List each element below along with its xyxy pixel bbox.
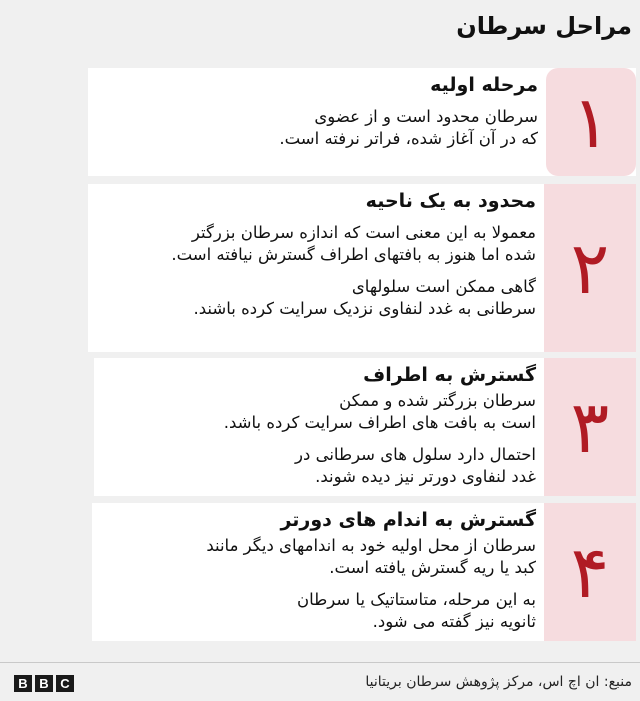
stage-body-1	[88, 68, 538, 160]
stage-text-line: سرطان بزرگتر شده و ممکن	[339, 391, 536, 410]
stage-text-line: ثانویه نیز گفته می شود.	[372, 612, 536, 631]
stage-text-line: معمولا به این معنی است که اندازه سرطان بزرگتر	[191, 223, 536, 242]
stage-heading-2: محدود به یک ناحیه	[365, 190, 536, 212]
bbc-logo-block: C	[56, 675, 74, 692]
stage-text-line: سرطان محدود است و از عضوی	[314, 107, 538, 126]
footer-divider	[0, 662, 640, 663]
page-title: مراحل سرطان	[456, 12, 632, 40]
source-credit: منبع: ان اچ اس، مرکز پژوهش سرطان بریتانیا	[365, 674, 632, 690]
stage-card-1	[88, 68, 636, 176]
stage-paragraph	[92, 276, 536, 320]
stage-number-4: ۴	[544, 503, 636, 641]
stage-text-line: سرطانی به غدد لنفاوی نزدیک سرایت کرده باشند.	[193, 299, 536, 318]
bbc-logo	[14, 675, 74, 692]
stage-text-line: به این مرحله، متاستاتیک یا سرطان	[296, 590, 536, 609]
bbc-logo-block: B	[35, 675, 53, 692]
stage-text-line: کبد یا ریه گسترش یافته است.	[329, 558, 536, 577]
stage-text-line: شده اما هنوز به بافتهای اطراف گسترش نیافته است.	[171, 245, 536, 264]
stage-paragraph	[92, 106, 538, 150]
stage-paragraph	[98, 444, 536, 488]
stage-body-2	[88, 184, 536, 330]
stage-text-line: گاهی ممکن است سلولهای	[351, 277, 536, 296]
stage-body-3	[94, 358, 536, 498]
stage-text-line: است به بافت های اطراف سرایت کرده باشد.	[223, 413, 536, 432]
stage-card-4	[92, 503, 544, 641]
bbc-logo-block: B	[14, 675, 32, 692]
stage-text-line: احتمال دارد سلول های سرطانی در	[295, 445, 536, 464]
stage-number-1: ۱	[546, 68, 636, 176]
stage-card-3	[94, 358, 544, 496]
stage-text-line: که در آن آغاز شده، فراتر نرفته است.	[279, 129, 538, 148]
stage-heading-1: مرحله اولیه	[430, 74, 538, 96]
stage-paragraph	[92, 222, 536, 266]
stage-card-2	[88, 184, 544, 352]
stage-heading-4: گسترش به اندام های دورتر	[280, 509, 536, 531]
stage-text-line: غدد لنفاوی دورتر نیز دیده شوند.	[315, 467, 536, 486]
stage-number-3: ۳	[544, 358, 636, 496]
stage-heading-3: گسترش به اطراف	[363, 364, 536, 386]
stage-number-2: ۲	[544, 184, 636, 352]
stage-paragraph	[98, 390, 536, 434]
stage-text-line: سرطان از محل اولیه خود به اندامهای دیگر مانند	[206, 536, 536, 555]
stage-paragraph	[96, 589, 536, 633]
stage-paragraph	[96, 535, 536, 579]
stage-body-4	[92, 503, 536, 643]
